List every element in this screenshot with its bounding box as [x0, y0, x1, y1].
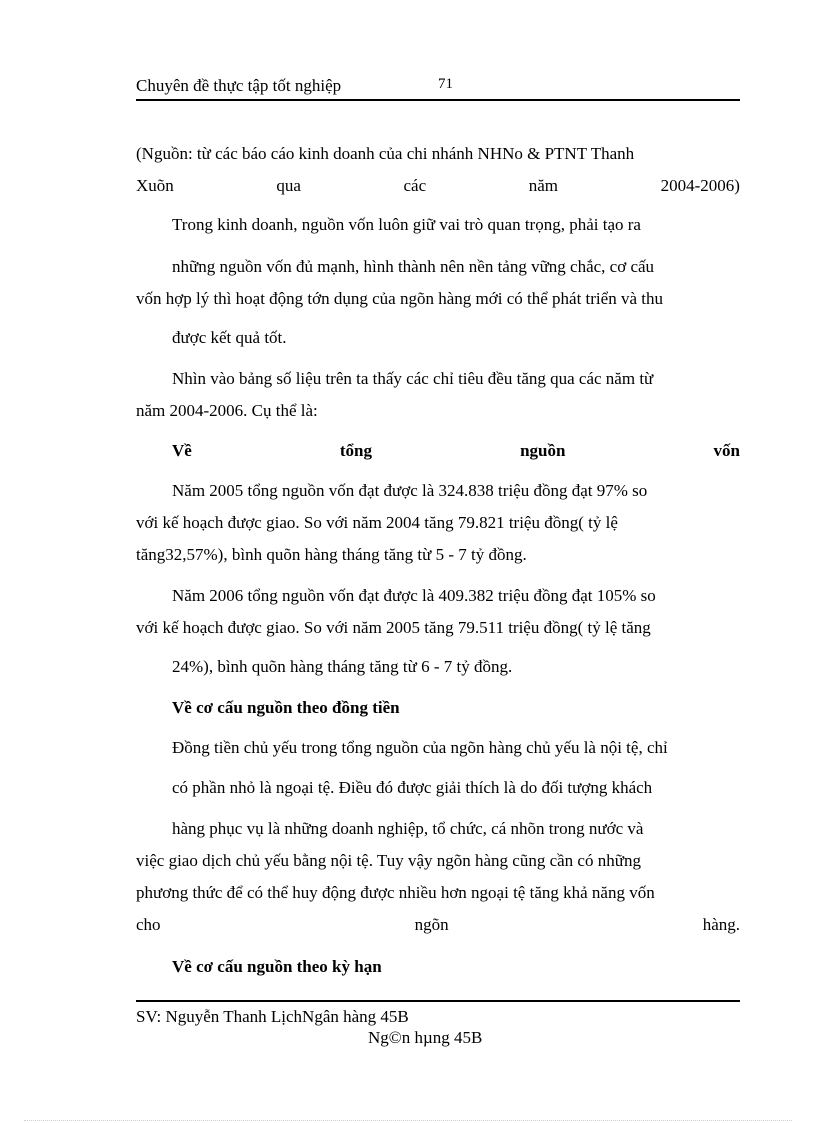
para3-line2: với kế hoạch được giao. So với năm 2004 tăng 79.821 triệu đồng( tỷ lệ	[136, 513, 618, 532]
heading-word: vốn	[713, 441, 740, 460]
para-word: hàng.	[702, 915, 740, 934]
para2-line1: Nhìn vào bảng số liệu trên ta thấy các chỉ tiêu đều tăng qua các năm từ	[172, 369, 654, 388]
page-edge-divider	[24, 1120, 792, 1121]
para5-line5: phương thức để có thể huy động được nhiều hơn ngoại tệ tăng khả năng vốn	[136, 883, 655, 902]
para1-line3: vốn hợp lý thì hoạt động tớn dụng của ngõn hàng mới có thể phát triển và thu	[136, 289, 663, 308]
source-line-2	[136, 175, 740, 197]
heading-total-capital	[172, 440, 740, 462]
source-word: các	[403, 176, 427, 195]
heading-word: Về	[172, 441, 192, 460]
source-word: năm	[528, 176, 559, 195]
header-title: Chuyên đề thực tập tốt nghiệp	[136, 76, 342, 95]
footer-class: Ng©n hµng 45B	[368, 1028, 483, 1047]
footer-rule	[136, 1000, 740, 1002]
source-word: 2004-2006)	[660, 176, 740, 195]
para2-line2: năm 2004-2006. Cụ thể là:	[136, 401, 318, 420]
page-number: 71	[438, 76, 453, 92]
para1-line4: được kết quả tốt.	[172, 328, 287, 347]
para5-line4: việc giao dịch chủ yếu bằng nội tệ. Tuy vậy ngõn hàng cũng cần có những	[136, 851, 641, 870]
para4-line1: Năm 2006 tổng nguồn vốn đạt được là 409.382 triệu đồng đạt 105% so	[172, 586, 656, 605]
para-word: ngõn	[414, 915, 449, 934]
header-rule	[136, 99, 740, 101]
heading-term-structure: Về cơ cấu nguồn theo kỳ hạn	[172, 957, 382, 976]
heading-word: tổng	[339, 441, 373, 460]
para-word: cho	[136, 915, 161, 934]
source-word: Xuõn	[136, 176, 174, 195]
para4-line2: với kế hoạch được giao. So với năm 2005 tăng 79.511 triệu đồng( tỷ lệ tăng	[136, 618, 651, 637]
para5-line1: Đồng tiền chủ yếu trong tổng nguồn của ngõn hàng chủ yếu là nội tệ, chỉ	[172, 738, 668, 757]
para5-line6	[136, 914, 740, 936]
para4-line3: 24%), bình quõn hàng tháng tăng từ 6 - 7 tỷ đồng.	[172, 657, 513, 676]
footer-student: SV: Nguyễn Thanh LịchNgân hàng 45B	[136, 1007, 409, 1026]
source-word: qua	[276, 176, 301, 195]
heading-currency-structure: Về cơ cấu nguồn theo đồng tiền	[172, 698, 400, 717]
para3-line1: Năm 2005 tổng nguồn vốn đạt được là 324.838 triệu đồng đạt 97% so	[172, 481, 648, 500]
para3-line3: tăng32,57%), bình quõn hàng tháng tăng từ 5 - 7 tỷ đồng.	[136, 545, 527, 564]
para1-line1: Trong kinh doanh, nguồn vốn luôn giữ vai trò quan trọng, phải tạo ra	[172, 215, 641, 234]
para5-line2: có phần nhỏ là ngoại tệ. Điều đó được giải thích là do đối tượng khách	[172, 778, 653, 797]
heading-word: nguồn	[520, 441, 566, 460]
para5-line3: hàng phục vụ là những doanh nghiệp, tổ chức, cá nhõn trong nước và	[172, 819, 644, 838]
source-line-1	[136, 143, 740, 165]
para1-line2: những nguồn vốn đủ mạnh, hình thành nên nền tảng vững chắc, cơ cấu	[172, 257, 655, 276]
source-line-1-text: (Nguồn: từ các báo cáo kinh doanh của chi nhánh NHNo & PTNT Thanh	[136, 144, 635, 163]
